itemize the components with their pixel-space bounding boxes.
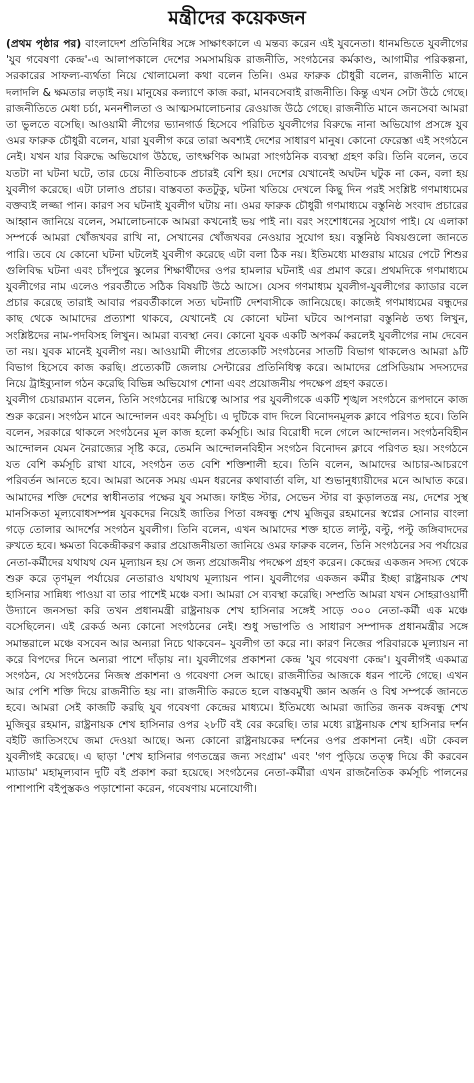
paragraph-1-text: বাংলাদেশ প্রতিনিধির সঙ্গে সাক্ষাৎকালে এ মন্তব্য করেন এই যুবনেতা। ধানমন্ডিতে যুবলীগের 'যুব গবেষণা কেন্দ্র'-এ আলাপকালে দেশের সমসাময়িক রাজনীতি, সংগঠনের কর্মকাণ্ড, আগামীর পরিকল্পনা, সরকারের সাফল্য-ব্যর্থতা নিয়ে খোলামেলা কথা বলেন তিনি। ওমর ফারুক চৌধুরী বলেন, রাজনীতি মানে দলাদলি & ক্ষমতার লড়াই নয়। মানুষের কল্যাণে কাজ করা, মানবসেবাই রাজনীতি। কিন্তু এখন সেটা উঠে গেছে। রাজনীতিতে মেধা চর্চা, মননশীলতা ও আত্মসমালোচনার রেওয়াজ উঠে গেছে। রাজনীতি মানে জনসেবা আমরা তা ভুলতে বসেছি। আওয়ামী লীগের ভ্যানগার্ড হিসেবে পরিচিত যুবলীগের বিরুদ্ধে নানা অভিযোগ প্রসঙ্গে যুব ওমর ফারুক চৌধুরী বলেন, যারা যুবলীগ করে তারা অবশ্যই দেশের সাধারণ মানুষ। কোনো ফেরেস্তা এই সংগঠনে নেই। যখন যার বিরুদ্ধে অভিযোগ উঠছে, তাৎক্ষণিক আমরা সাংগঠনিক ব্যবস্থা গ্রহণ করি। তিনি বলেন, তবে যতটা না ঘটনা ঘটে, তার চেয়ে নীতিবাচক প্রচারই বেশি হয়। দেশের যেখানেই অঘটন ঘটুক না কেন, বলা হয় যুবলীগ করেছে। এটা ঢালাও প্রচার। বাস্তবতা কতটুকু, ঘটনা খতিয়ে দেখলে কিছু দিন পরই সংশ্লিষ্ট গণমাধ্যমের বক্তব্যই লজ্জা পান। কারণ সব ঘটনাই যুবলীগ ঘটায় না। ওমর ফারুক চৌধুরী গণমাধ্যমে বস্তুনিষ্ঠ সংবাদ প্রচারের আহ্বান জানিয়ে বলেন, সমালোচনাকে আমরা কখনোই ভয় পাই না। বরং সংশোধনের সুযোগ পাই। যে এলাকা সম্পর্কে আমরা খোঁজখবর রাখি না, সেখানের খোঁজখবর নেওয়ার সুযোগ হয়। বস্তুনিষ্ঠ বিষয়গুলো জানতে পারি। তবে যে কোনো ঘটনা ঘটলেই যুবলীগ করেছে এটা বলা ঠিক নয়। ইতিমধ্যে মাগুরায় মায়ের পেটে শিশুর গুলিবিদ্ধ ঘটনা এবং চাঁদপুরে স্কুলের শিক্ষার্থীদের ওপর হামলার ঘটনাই এর প্রমাণ করে। প্রথমদিকে গণমাধ্যমে যুবলীগের নাম এলেও পরবর্তীতে সঠিক বিষয়টি উঠে আসে। যেসব গণমাধ্যম যুবলীগ-যুবলীগের ক্যাডার বলে প্রচার করেছে তারাই আবার পরবর্তীকালে সত্য ঘটনাটি দেশবাসীকে জানিয়েছে। কাজেই গণমাধ্যমের বন্ধুদের কাছ থেকে আমাদের প্রত্যাশা থাকবে, যেখানেই যে কোনো ঘটনা ঘটবে আপনারা বস্তুনিষ্ঠ তথ্য লিখুন, সংশ্লিষ্টদের নাম-পদবিসহ লিখুন। আমরা ব্যবস্থা নেব। কোনো যুবক একটি অপকর্ম করলেই যুবলীগের নাম দেবেন তা নয়। যুবক মানেই যুবলীগ নয়। আওয়ামী লীগের প্রত্যেকটি সংগঠনের সাতটি বিভাগ থাকলেও আমরা ৯টি বিভাগ হিসেবে কাজ করছি। প্রত্যেকটি জেলায় সেন্টারের প্রতিনিধিত্ব করে। আমাদের প্রেসিডিয়াম সদস্যদের নিয়ে ট্রাইব্যুনাল গঠন করেছি বিভিন্ন অভিযোগ শোনা এবং প্রয়োজনীয় পদক্ষেপ গ্রহণ করতে।: [6, 38, 468, 391]
article-paragraph-1: [6, 36, 468, 392]
article-headline: মন্ত্রীদের কয়েকজন: [168, 7, 306, 29]
paragraph-2-text: যুবলীগ চেয়ারম্যান বলেন, তিনি সংগঠনের দায়িত্বে আসার পর যুবলীগকে একটি শৃঙ্খল সংগঠনে রূপদানে কাজ শুরু করেন। সংগঠন মানে আন্দোলন এবং কর্মসূচি। এ দুটিকে বাদ দিলে বিনোদনমূলক ক্লাবে পরিণত হবে। তিনি বলেন, সরকারে থাকলে সংগঠনের মূল কাজ হলো কর্মসূচি। আর বিরোধী দলে গেলে আন্দোলন। সংগঠনবিহীন আন্দোলন যেমন নৈরাজ্যের সৃষ্টি করে, তেমনি আন্দোলনবিহীন সংগঠন বিনোদন ক্লাবে পরিণত হয়। সংগঠনে যত বেশি কর্মসূচি রাখা যাবে, সংগঠন তত বেশি শক্তিশালী হবে। তিনি বলেন, আমাদের আচার-আচরণে পরিবর্তন আনতে হবে। আমরা অনেক সময় এমন ধরনের কথাবার্তা বলি, যা শুভানুধ্যায়ীদের মনে আঘাত করে। আমাদের শক্তি দেশের স্বাধীনতার পক্ষের যুব সমাজ। ফাইভ স্টার, সেভেন স্টার বা কুড়ালতন্ত্র নয়, দেশের সুস্থ মানসিকতা মূল্যবোধসম্পন্ন যুবকদের নিয়েই জাতির পিতা বঙ্গবন্ধু শেখ মুজিবুর রহমানের স্বপ্নের সোনার বাংলা গড়ে তোলার আদর্শের সংগঠন যুবলীগ। তিনি বলেন, এখন আমাদের শক্ত হাতে লাল্টু, বল্টু, পল্টু জঙ্গিবাদদের রুখতে হবে। ক্ষমতা বিকেন্দ্রীকরণ করার প্রয়োজনীয়তা জানিয়ে ওমর ফারুক বলেন, তিনি সংগঠনের সব পর্যায়ের নেতা-কর্মীদের যথাযথ যেন মূল্যায়ন হয় সে জন্য প্রয়োজনীয় পদক্ষেপ গ্রহণ করেন। কেন্দ্রের একজন সদস্য থেকে শুরু করে তৃণমূল পর্যায়ের নেতারাও যথাযথ মূল্যায়ন পান। যুবলীগের একজন কর্মীর ইচ্ছা রাষ্ট্রনায়ক শেখ হাসিনার সান্নিধ্য পাওয়া বা তার পাশেই মঞ্চে বসা। আমরা সে ব্যবস্থা করেছি। সম্প্রতি আমরা যখন সোহরাওয়ার্দী উদ্যানে জনসভা করি তখন প্রধানমন্ত্রী রাষ্ট্রনায়ক শেখ হাসিনার সঙ্গেই সাড়ে ৩০০ নেতা-কর্মী এক মঞ্চে বসেছিলেন। এই রেকর্ড অন্য কোনো সংগঠনের নেই। শুধু সভাপতি ও সাধারণ সম্পাদক প্রধানমন্ত্রীর সঙ্গে সমান্তরালে মঞ্চে বসবেন আর অন্যরা নিচে থাকবেন– যুবলীগ তা করে না। কারণ নিজের পরিবারকে মূল্যায়ন না করে বিপদের দিনে অন্যরা পাশে দাঁড়ায় না। যুবলীগের প্রকাশনা কেন্দ্র 'যুব গবেষণা কেন্দ্র'। যুবলীগই একমাত্র সংগঠন, যে সংগঠনের নিজস্ব প্রকাশনা ও গবেষণা সেল আছে। রাজনীতির আজকে ধরন পাল্টে গেছে। এখন আর পেশি শক্তি দিয়ে রাজনীতি হয় না। রাজনীতি করতে হলে বাস্তবমুখী জ্ঞান অর্জন ও বিশ্ব সম্পর্কে জানতে হবে। আমরা সেই কাজটি করছি যুব গবেষণা কেন্দ্রের মাধ্যমে। ইতিমধ্যে আমরা জাতির জনক বঙ্গবন্ধু শেখ মুজিবুর রহমান, রাষ্ট্রনায়ক শেখ হাসিনার ওপর ২৮টি বই বের করেছি। তার মধ্যে রাষ্ট্রনায়ক শেখ হাসিনার দর্শন বইটি জাতিসংঘে জমা দেওয়া আছে। অন্য কোনো রাষ্ট্রনায়কের দর্শনের ওপর প্রকাশনা নেই। এটা কেবল যুবলীগই করেছে। এ ছাড়া 'শেখ হাসিনার গণতন্ত্রের জন্য সংগ্রাম' এবং 'গণ পুড়িয়ে তত্ত্ব দিয়ে কী করবেন ম্যাডাম' মহামূল্যবান দুটি বই প্রকাশ করা হয়েছে। সংগঠনের নেতা-কর্মীরা এখন রাজনৈতিক কর্মসূচি পালনের পাশাপাশি বইপুস্তকও পড়াশোনা করেন, গবেষণায় মনোযোগী।: [6, 394, 468, 796]
article-paragraph-2: [6, 392, 468, 797]
continued-label: (প্রথম পৃষ্ঠার পর): [6, 38, 82, 50]
